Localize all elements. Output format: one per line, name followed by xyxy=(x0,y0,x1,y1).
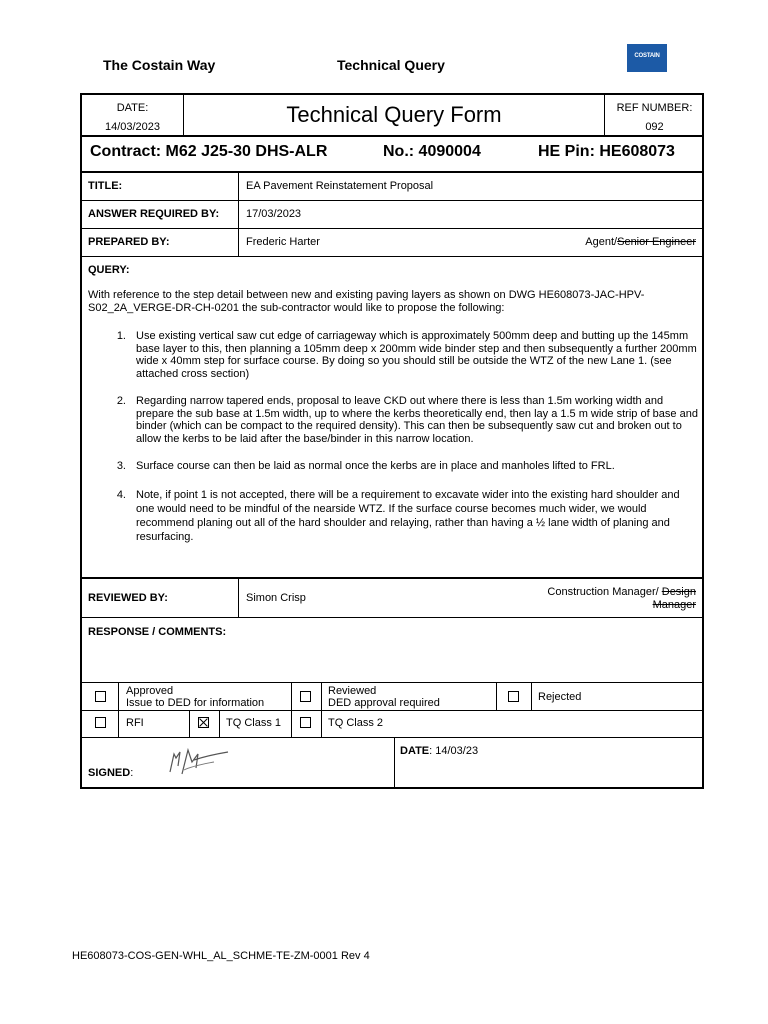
divider xyxy=(238,172,239,256)
role-text: Construction Manager/ xyxy=(547,586,662,598)
signed-label xyxy=(88,767,133,779)
divider xyxy=(82,710,702,711)
item-text: Use existing vertical saw cut edge of carriageway which is approximately 500mm deep and butting up the 145mm base layer to this, then planning a 105mm deep x 200mm wide binder step and then subsequently a further 200mm wide x 40mm step for surface course. By doing so you should still be outside the WTZ of the new Lane 1. (see attached cross section) xyxy=(136,330,697,380)
logo-text: COSTAIN xyxy=(634,53,660,59)
tq-class-2-checkbox[interactable] xyxy=(300,717,311,728)
brand-title: The Costain Way xyxy=(103,57,216,73)
prepared-by-value: Frederic Harter xyxy=(246,236,320,248)
reviewed-option xyxy=(328,685,440,709)
divider xyxy=(82,228,702,229)
ref-number-label: REF NUMBER: xyxy=(616,102,693,114)
query-item xyxy=(116,488,698,544)
tq-class-1-option: TQ Class 1 xyxy=(226,717,282,729)
reviewed-by-value: Simon Crisp xyxy=(246,592,306,604)
divider xyxy=(82,135,702,137)
contract-number: No.: 4090004 xyxy=(383,143,481,160)
ref-number-value: 092 xyxy=(645,121,664,133)
role-struck-text: Senior Engineer xyxy=(617,236,696,248)
divider xyxy=(82,200,702,201)
divider xyxy=(82,171,702,173)
rfi-checkbox[interactable] xyxy=(95,717,106,728)
item-text: Regarding narrow tapered ends, proposal to leave CKD out where there is less than 1.5m working width and prepare the sub base at 1.5m width, up to where the kerbs theoretically end, then lay a 1.5 m wide strip of base and binder (which can be compact to the required density). This can then be subsequently saw cut and broken out to allow the kerbs to be laid after the base/binder in this narrow location. xyxy=(136,395,698,445)
costain-logo xyxy=(627,44,667,72)
option-sublabel: DED approval required xyxy=(328,697,440,709)
date-signed-value: : 14/03/23 xyxy=(429,745,479,757)
document-reference: HE608073-COS-GEN-WHL_AL_SCHME-TE-ZM-0001 Rev 4 xyxy=(72,950,370,962)
role-line xyxy=(547,586,696,599)
rejected-option: Rejected xyxy=(538,691,582,703)
option-label: Approved xyxy=(126,685,174,697)
divider xyxy=(189,711,190,737)
divider xyxy=(82,737,702,738)
item-number: 2. xyxy=(116,395,126,407)
item-number: 3. xyxy=(116,460,126,472)
tq-class-1-checkbox[interactable] xyxy=(198,717,209,728)
signed-colon: : xyxy=(130,767,134,779)
query-item xyxy=(116,395,698,445)
item-number: 4. xyxy=(116,489,126,501)
date-label: DATE: xyxy=(116,102,149,114)
date-signed xyxy=(400,745,478,757)
option-sublabel: Issue to DED for information xyxy=(126,697,265,709)
date-value: 14/03/2023 xyxy=(104,121,161,133)
query-item xyxy=(116,460,698,473)
date-signed-label: DATE xyxy=(400,745,430,757)
divider xyxy=(82,256,702,257)
prepared-by-label: PREPARED BY: xyxy=(88,236,170,248)
item-text: Surface course can then be laid as normal once the kerbs are in place and manholes lifted to FRL. xyxy=(136,460,615,472)
query-label: QUERY: xyxy=(88,264,130,276)
rejected-checkbox[interactable] xyxy=(508,691,519,702)
technical-query-form xyxy=(80,93,704,789)
item-text: Note, if point 1 is not accepted, there will be a requirement to excavate wider into the existing hard shoulder and one would need to be mindful of the nearside WTZ. If the surface course becomes much wider, we would recommend planing out all of the hard shoulder and relaying, rather than having a ½ lane width of planing and resurfacing. xyxy=(136,489,680,543)
role-struck-text: Manager xyxy=(652,599,696,611)
signed-text: SIGNED xyxy=(88,767,131,779)
option-label: Reviewed xyxy=(328,685,377,697)
divider xyxy=(238,579,239,617)
divider xyxy=(496,683,497,710)
query-intro: With reference to the step detail between new and existing paving layers as shown on DWG HE608073-JAC-HPV-S02_2A_VERGE-DR-CH-0201 the sub-contractor would like to propose the following: xyxy=(88,289,645,314)
item-number: 1. xyxy=(116,330,126,342)
divider xyxy=(82,577,702,579)
reviewed-by-label: REVIEWED BY: xyxy=(88,592,168,604)
approved-checkbox[interactable] xyxy=(95,691,106,702)
response-comments-label: RESPONSE / COMMENTS: xyxy=(88,626,227,638)
role-struck-text: Design xyxy=(661,586,696,598)
divider xyxy=(82,617,702,618)
answer-required-label: ANSWER REQUIRED BY: xyxy=(88,208,220,220)
prepared-by-role xyxy=(585,236,696,248)
divider xyxy=(394,738,395,789)
divider xyxy=(531,683,532,710)
divider xyxy=(219,711,220,737)
role-text: Agent/ xyxy=(585,236,618,248)
form-title: Technical Query Form xyxy=(286,102,502,127)
title-value: EA Pavement Reinstatement Proposal xyxy=(246,180,434,192)
reviewed-checkbox[interactable] xyxy=(300,691,311,702)
signature-image xyxy=(162,744,242,778)
divider xyxy=(82,682,702,683)
he-pin: HE Pin: HE608073 xyxy=(538,143,675,160)
answer-required-value: 17/03/2023 xyxy=(246,208,302,220)
title-label: TITLE: xyxy=(88,180,123,192)
approved-option xyxy=(126,685,264,709)
reviewed-by-role xyxy=(547,586,696,612)
doc-type-title: Technical Query xyxy=(337,57,445,73)
contract-name: Contract: M62 J25-30 DHS-ALR xyxy=(90,143,328,160)
query-item xyxy=(116,330,698,380)
tq-class-2-option: TQ Class 2 xyxy=(328,717,384,729)
rfi-option: RFI xyxy=(126,717,144,729)
